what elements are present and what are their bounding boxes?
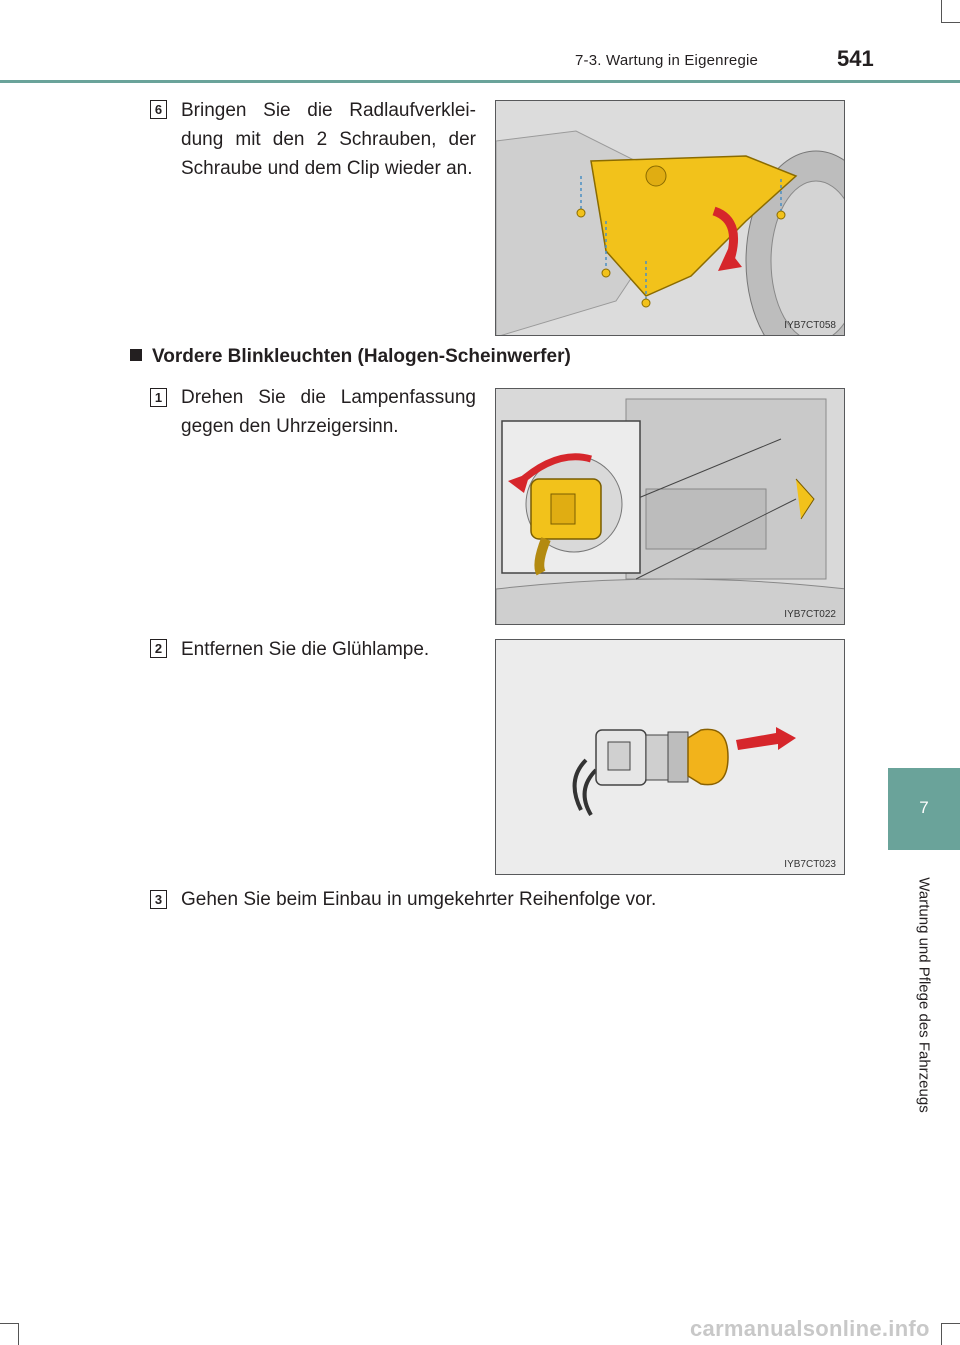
chapter-tab[interactable] xyxy=(888,768,960,850)
crop-mark xyxy=(18,1323,19,1345)
wheel-arch-illustration xyxy=(496,101,845,336)
figure-code: IYB7CT022 xyxy=(784,609,836,620)
step-number: 2 xyxy=(150,639,167,658)
crop-mark xyxy=(941,0,942,22)
figure-bulb-socket xyxy=(495,388,845,625)
figure-bulb-removal xyxy=(495,639,845,875)
crop-mark xyxy=(941,1323,960,1324)
step-number: 1 xyxy=(150,388,167,407)
page-number: 541 xyxy=(837,46,874,71)
section-bullet-icon xyxy=(130,349,142,361)
step-number: 6 xyxy=(150,100,167,119)
bulb-illustration xyxy=(496,640,845,875)
watermark: carmanualsonline.info xyxy=(690,1316,930,1341)
engine-bay-illustration xyxy=(496,389,845,625)
step-text: Bringen Sie die Radlaufverklei-dung mit den 2 Schrauben, der Schraube und dem Clip wieder an. xyxy=(181,100,476,179)
chapter-number: 7 xyxy=(919,798,929,817)
figure-code: IYB7CT058 xyxy=(784,320,836,331)
step-number: 3 xyxy=(150,890,167,909)
section-heading-text: Vordere Blinkleuchten (Halogen-Scheinwerfer) xyxy=(152,346,571,367)
step-text: Gehen Sie beim Einbau in umgekehrter Reihenfolge vor. xyxy=(181,889,657,910)
header-rule xyxy=(0,80,960,83)
step-text: Entfernen Sie die Glühlampe. xyxy=(181,639,430,660)
crop-mark xyxy=(941,1323,942,1345)
figure-wheel-arch-liner xyxy=(495,100,845,336)
chapter-title: Wartung und Pflege des Fahrzeugs xyxy=(915,877,933,1113)
crop-mark xyxy=(0,1323,18,1324)
figure-code: IYB7CT023 xyxy=(784,859,836,870)
header-section-title: 7-3. Wartung in Eigenregie xyxy=(575,52,759,69)
step-text: Drehen Sie die Lampenfassung gegen den Uhrzeigersinn. xyxy=(181,387,476,437)
crop-mark xyxy=(941,22,960,23)
section-heading xyxy=(130,346,571,368)
